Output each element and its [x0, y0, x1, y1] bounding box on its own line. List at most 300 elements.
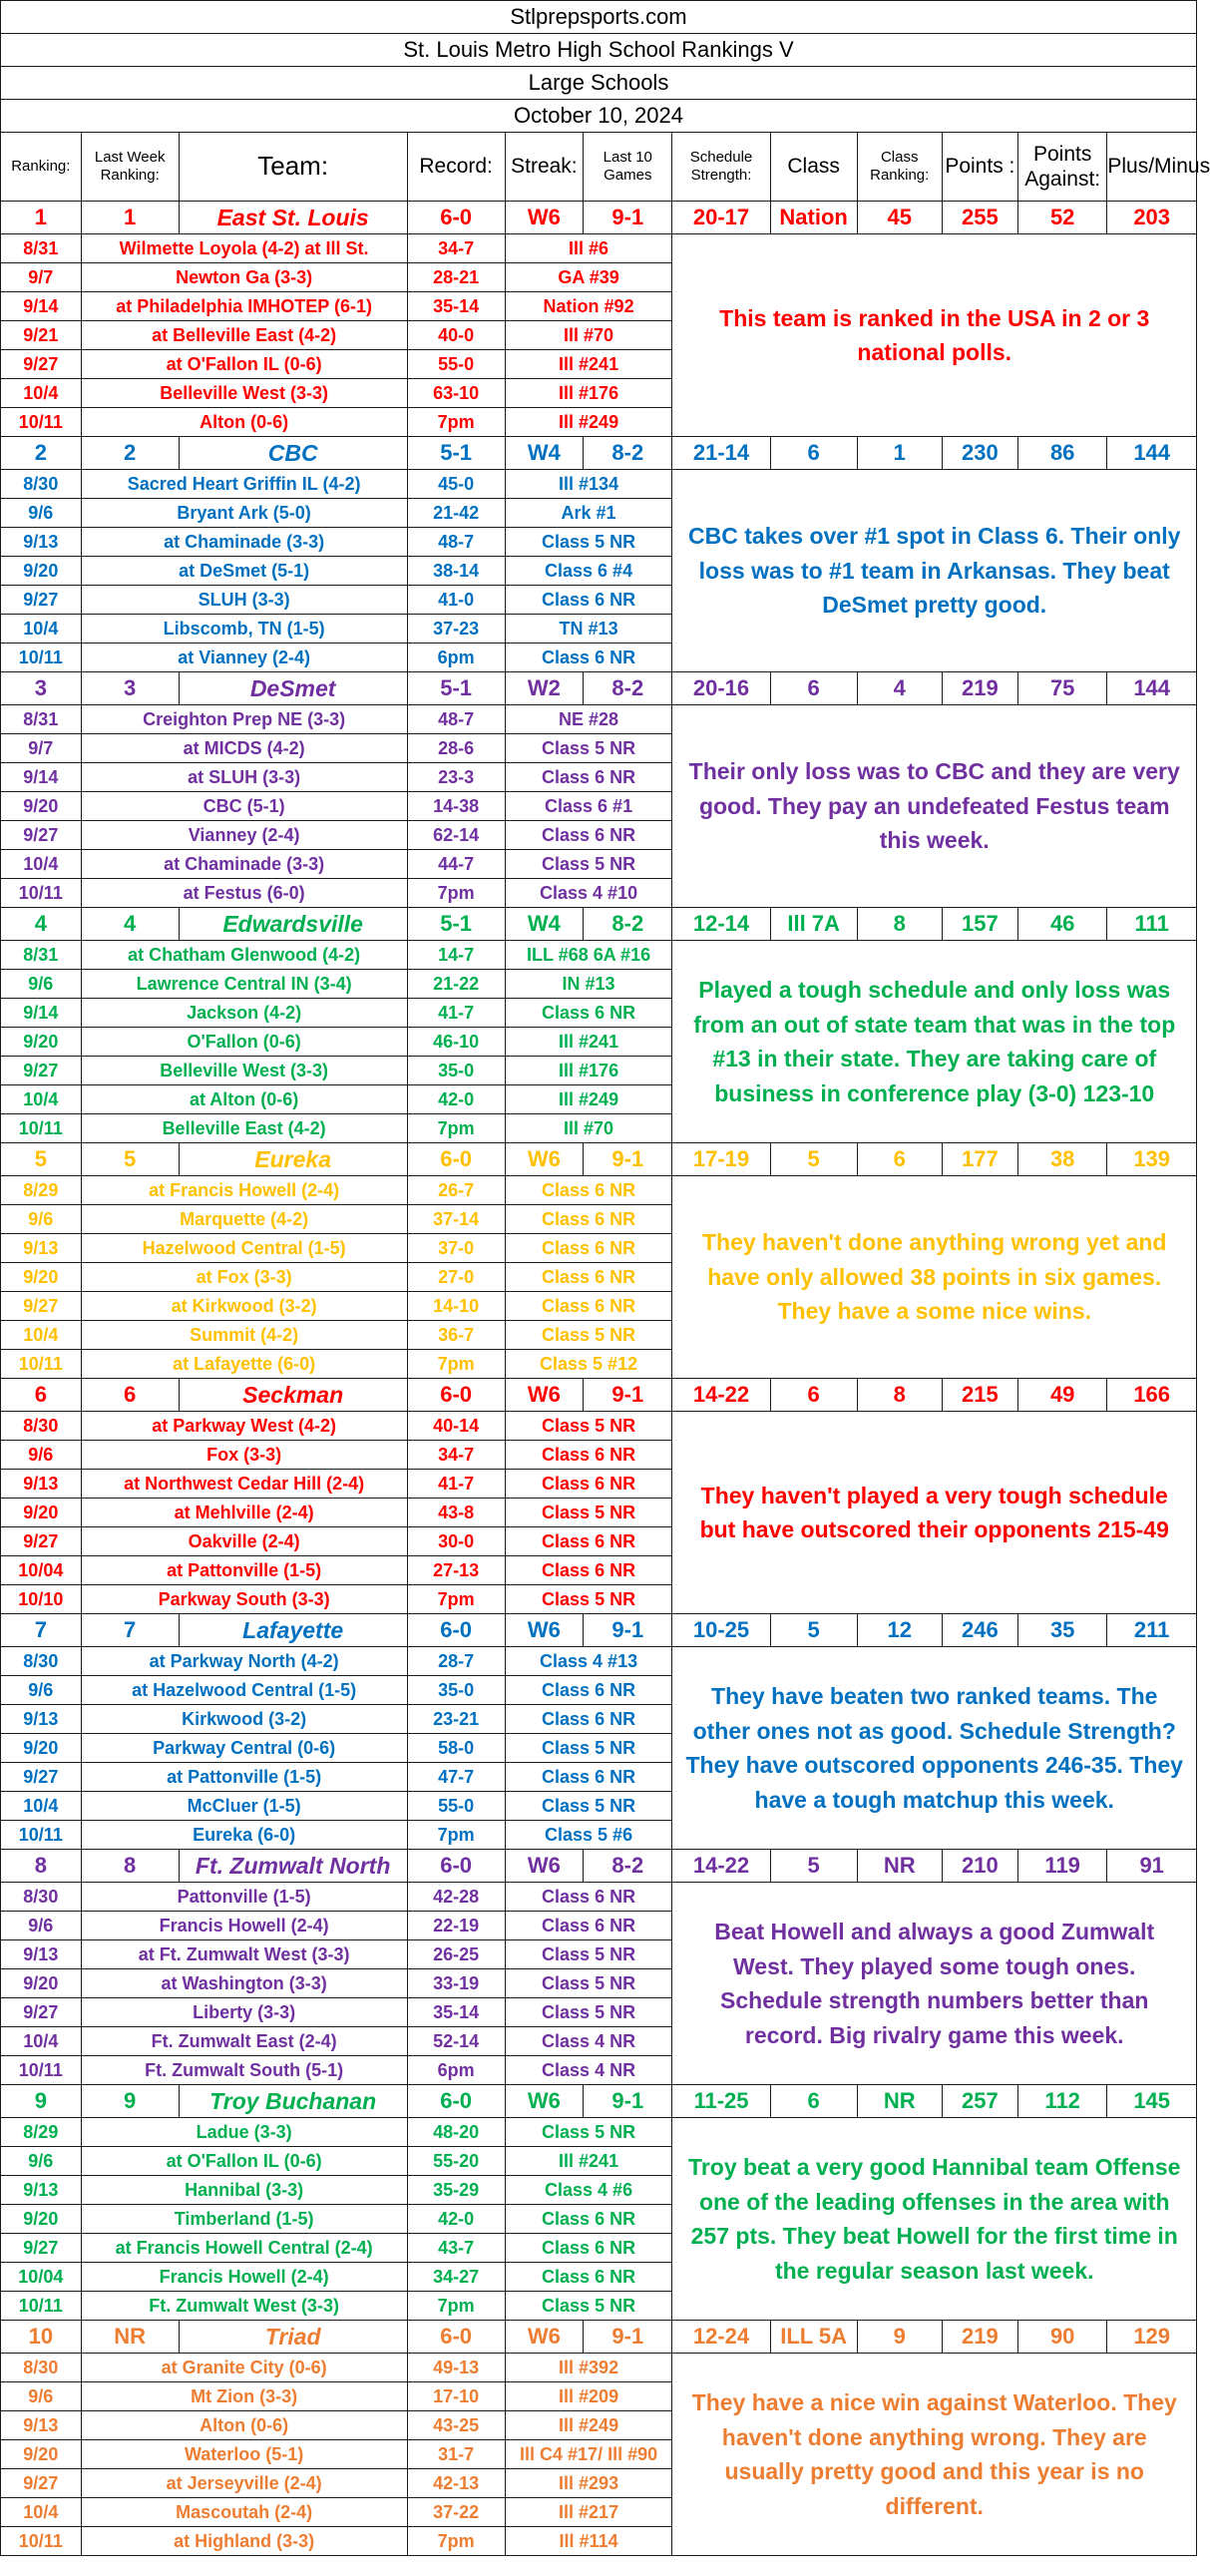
- team-rank: 7: [1, 1614, 82, 1647]
- game-score: 43-25: [407, 2411, 505, 2440]
- game-score: 21-22: [407, 970, 505, 999]
- game-date: 9/13: [1, 1705, 82, 1734]
- game-date: 8/30: [1, 1412, 82, 1441]
- game-date: 9/13: [1, 2176, 82, 2205]
- game-opponent-rank: Class 6 NR: [505, 1676, 672, 1705]
- team-class-rank: 8: [857, 1379, 942, 1412]
- team-class: 6: [770, 2085, 857, 2118]
- game-score: 37-0: [407, 1234, 505, 1263]
- game-opponent: at Parkway West (4-2): [81, 1412, 407, 1441]
- game-score: 21-42: [407, 499, 505, 528]
- team-row: [1, 2085, 1197, 2118]
- game-score: 34-27: [407, 2263, 505, 2292]
- game-opponent-rank: Class 6 NR: [505, 1527, 672, 1556]
- team-record: 5-1: [407, 672, 505, 705]
- game-score: 23-3: [407, 763, 505, 792]
- game-opponent: Eureka (6-0): [81, 1821, 407, 1850]
- col-points: Points :: [942, 133, 1017, 202]
- team-schedule-strength: 21-14: [672, 437, 770, 470]
- game-opponent-rank: Ark #1: [505, 499, 672, 528]
- game-opponent: SLUH (3-3): [81, 586, 407, 615]
- team-schedule-strength: 11-25: [672, 2085, 770, 2118]
- game-score: 14-7: [407, 941, 505, 970]
- game-score: 41-7: [407, 999, 505, 1028]
- game-score: 22-19: [407, 1912, 505, 1940]
- game-score: 27-0: [407, 1263, 505, 1292]
- game-opponent-rank: Ill #114: [505, 2527, 672, 2556]
- game-score: 63-10: [407, 379, 505, 408]
- game-opponent: at O'Fallon IL (0-6): [81, 2147, 407, 2176]
- game-score: 42-0: [407, 1085, 505, 1114]
- game-opponent-rank: Class 6 NR: [505, 1234, 672, 1263]
- col-ranking: Ranking:: [1, 133, 82, 202]
- game-row: [1, 1412, 1197, 1441]
- game-opponent-rank: Class 4 #13: [505, 1647, 672, 1676]
- team-last10: 8-2: [584, 908, 672, 941]
- game-score: 6pm: [407, 2056, 505, 2085]
- game-opponent: Parkway South (3-3): [81, 1585, 407, 1614]
- team-name: Ft. Zumwalt North: [179, 1850, 407, 1883]
- game-opponent: at Festus (6-0): [81, 879, 407, 908]
- game-date: 10/11: [1, 408, 82, 437]
- game-opponent: at O'Fallon IL (0-6): [81, 350, 407, 379]
- game-opponent-rank: Ill #249: [505, 408, 672, 437]
- game-date: 10/11: [1, 1821, 82, 1850]
- game-opponent: Marquette (4-2): [81, 1205, 407, 1234]
- game-opponent: McCluer (1-5): [81, 1792, 407, 1821]
- team-points-against: 112: [1018, 2085, 1107, 2118]
- game-opponent: at Chatham Glenwood (4-2): [81, 941, 407, 970]
- game-opponent-rank: Ill #70: [505, 1114, 672, 1143]
- game-opponent: at Northwest Cedar Hill (2-4): [81, 1470, 407, 1499]
- team-rank: 10: [1, 2321, 82, 2354]
- game-opponent-rank: Ill #241: [505, 1028, 672, 1057]
- game-opponent-rank: Ill #392: [505, 2354, 672, 2382]
- game-date: 9/27: [1, 350, 82, 379]
- game-date: 9/27: [1, 2469, 82, 2498]
- team-points-against: 49: [1018, 1379, 1107, 1412]
- game-score: 48-20: [407, 2118, 505, 2147]
- game-opponent: at Chaminade (3-3): [81, 528, 407, 557]
- game-date: 9/27: [1, 1527, 82, 1556]
- game-opponent-rank: Class 6 NR: [505, 1176, 672, 1205]
- game-date: 10/11: [1, 644, 82, 672]
- game-score: 35-0: [407, 1057, 505, 1085]
- game-opponent-rank: Class 4 NR: [505, 2056, 672, 2085]
- game-opponent: at Pattonville (1-5): [81, 1556, 407, 1585]
- team-last-week: 1: [81, 202, 179, 234]
- team-comment: They haven't done anything wrong yet and have only allowed 38 points in six games. They have a some nice wins.: [672, 1176, 1197, 1379]
- game-opponent: Libscomb, TN (1-5): [81, 615, 407, 644]
- team-name: Eureka: [179, 1143, 407, 1176]
- col-points-against: Points Against:: [1018, 133, 1107, 202]
- team-record: 6-0: [407, 2085, 505, 2118]
- team-points-for: 177: [942, 1143, 1017, 1176]
- game-opponent-rank: Class 6 NR: [505, 2263, 672, 2292]
- game-opponent-rank: Class 5 NR: [505, 734, 672, 763]
- team-name: CBC: [179, 437, 407, 470]
- game-score: 55-20: [407, 2147, 505, 2176]
- game-date: 9/20: [1, 2205, 82, 2234]
- game-row: [1, 234, 1197, 263]
- col-record: Record:: [407, 133, 505, 202]
- game-date: 9/20: [1, 2440, 82, 2469]
- team-schedule-strength: 10-25: [672, 1614, 770, 1647]
- team-row: [1, 2321, 1197, 2354]
- game-opponent-rank: Class 6 NR: [505, 1205, 672, 1234]
- team-comment: Beat Howell and always a good Zumwalt West. They played some tough ones. Schedule strength numbers better than record. Big rivalry game this week.: [672, 1883, 1197, 2085]
- game-date: 8/29: [1, 2118, 82, 2147]
- game-date: 9/7: [1, 734, 82, 763]
- game-opponent: Ft. Zumwalt East (2-4): [81, 2027, 407, 2056]
- team-row: [1, 908, 1197, 941]
- game-score: 36-7: [407, 1321, 505, 1350]
- team-class: Nation: [770, 202, 857, 234]
- team-last-week: 3: [81, 672, 179, 705]
- game-score: 35-14: [407, 292, 505, 321]
- game-opponent: at Jerseyville (2-4): [81, 2469, 407, 2498]
- game-row: [1, 470, 1197, 499]
- team-streak: W2: [505, 672, 583, 705]
- game-opponent: at Alton (0-6): [81, 1085, 407, 1114]
- game-opponent-rank: Class 6 NR: [505, 644, 672, 672]
- game-date: 10/11: [1, 1350, 82, 1379]
- col-plus-minus: Plus/Minus: [1107, 133, 1197, 202]
- game-score: 42-28: [407, 1883, 505, 1912]
- game-opponent: Waterloo (5-1): [81, 2440, 407, 2469]
- game-date: 10/11: [1, 879, 82, 908]
- game-opponent: Creighton Prep NE (3-3): [81, 705, 407, 734]
- game-score: 37-14: [407, 1205, 505, 1234]
- game-score: 33-19: [407, 1969, 505, 1998]
- game-opponent: at Francis Howell Central (2-4): [81, 2234, 407, 2263]
- team-record: 6-0: [407, 202, 505, 234]
- page-title: St. Louis Metro High School Rankings V: [1, 34, 1197, 67]
- game-opponent: at Granite City (0-6): [81, 2354, 407, 2382]
- game-date: 9/7: [1, 263, 82, 292]
- game-score: 34-7: [407, 1441, 505, 1470]
- game-opponent-rank: Ill C4 #17/ Ill #90: [505, 2440, 672, 2469]
- game-opponent-rank: Class 5 NR: [505, 850, 672, 879]
- game-opponent-rank: Class 5 NR: [505, 1969, 672, 1998]
- team-points-against: 119: [1018, 1850, 1107, 1883]
- team-streak: W6: [505, 1850, 583, 1883]
- team-schedule-strength: 14-22: [672, 1850, 770, 1883]
- team-row: [1, 1614, 1197, 1647]
- team-rank: 1: [1, 202, 82, 234]
- team-plus-minus: 139: [1107, 1143, 1197, 1176]
- game-opponent: Vianney (2-4): [81, 821, 407, 850]
- game-opponent-rank: Ill #217: [505, 2498, 672, 2527]
- team-last10: 9-1: [584, 202, 672, 234]
- game-opponent-rank: Class 6 NR: [505, 2234, 672, 2263]
- game-opponent: at Fox (3-3): [81, 1263, 407, 1292]
- game-opponent-rank: Ill #70: [505, 321, 672, 350]
- game-opponent: Francis Howell (2-4): [81, 1912, 407, 1940]
- team-class: 5: [770, 1614, 857, 1647]
- division-label: Large Schools: [1, 67, 1197, 100]
- team-streak: W4: [505, 437, 583, 470]
- column-header-row: [1, 133, 1197, 202]
- game-date: 9/20: [1, 1499, 82, 1527]
- game-opponent-rank: IN #13: [505, 970, 672, 999]
- team-record: 6-0: [407, 1850, 505, 1883]
- game-score: 41-0: [407, 586, 505, 615]
- game-score: 43-7: [407, 2234, 505, 2263]
- team-streak: W6: [505, 1614, 583, 1647]
- game-opponent: at Philadelphia IMHOTEP (6-1): [81, 292, 407, 321]
- game-score: 49-13: [407, 2354, 505, 2382]
- game-opponent-rank: Class 5 NR: [505, 2118, 672, 2147]
- team-last10: 9-1: [584, 1614, 672, 1647]
- game-date: 10/11: [1, 2527, 82, 2556]
- game-opponent-rank: Ill #241: [505, 350, 672, 379]
- game-opponent-rank: Class 6 NR: [505, 2205, 672, 2234]
- game-date: 9/6: [1, 970, 82, 999]
- team-name: Seckman: [179, 1379, 407, 1412]
- game-date: 9/13: [1, 528, 82, 557]
- game-opponent-rank: ILL #68 6A #16: [505, 941, 672, 970]
- game-score: 48-7: [407, 528, 505, 557]
- game-opponent-rank: Class 5 NR: [505, 528, 672, 557]
- game-opponent-rank: Ill #249: [505, 2411, 672, 2440]
- game-opponent: Alton (0-6): [81, 408, 407, 437]
- game-opponent-rank: GA #39: [505, 263, 672, 292]
- game-opponent: Kirkwood (3-2): [81, 1705, 407, 1734]
- team-class: Ill 7A: [770, 908, 857, 941]
- game-opponent: Bryant Ark (5-0): [81, 499, 407, 528]
- game-score: 34-7: [407, 234, 505, 263]
- game-opponent: Belleville East (4-2): [81, 1114, 407, 1143]
- game-row: [1, 2354, 1197, 2382]
- game-opponent: at Mehlville (2-4): [81, 1499, 407, 1527]
- game-score: 42-13: [407, 2469, 505, 2498]
- team-streak: W6: [505, 1143, 583, 1176]
- game-opponent: Ft. Zumwalt West (3-3): [81, 2292, 407, 2321]
- team-class-rank: 45: [857, 202, 942, 234]
- game-date: 10/4: [1, 379, 82, 408]
- team-schedule-strength: 20-16: [672, 672, 770, 705]
- game-opponent-rank: Class 5 NR: [505, 1499, 672, 1527]
- team-record: 5-1: [407, 908, 505, 941]
- ranking-date: October 10, 2024: [1, 100, 1197, 133]
- game-opponent: at Hazelwood Central (1-5): [81, 1676, 407, 1705]
- game-date: 9/27: [1, 821, 82, 850]
- game-opponent: Francis Howell (2-4): [81, 2263, 407, 2292]
- team-comment: This team is ranked in the USA in 2 or 3 national polls.: [672, 234, 1197, 437]
- team-row: [1, 1379, 1197, 1412]
- game-opponent: Mt Zion (3-3): [81, 2382, 407, 2411]
- team-comment: They haven't played a very tough schedule but have outscored their opponents 215-49: [672, 1412, 1197, 1614]
- game-opponent: O'Fallon (0-6): [81, 1028, 407, 1057]
- game-date: 9/27: [1, 1057, 82, 1085]
- game-date: 10/10: [1, 1585, 82, 1614]
- game-date: 9/13: [1, 1940, 82, 1969]
- game-score: 7pm: [407, 879, 505, 908]
- team-record: 5-1: [407, 437, 505, 470]
- team-record: 6-0: [407, 1614, 505, 1647]
- team-name: East St. Louis: [179, 202, 407, 234]
- game-opponent-rank: Class 6 #4: [505, 557, 672, 586]
- game-score: 42-0: [407, 2205, 505, 2234]
- col-last10: Last 10 Games: [584, 133, 672, 202]
- game-score: 55-0: [407, 1792, 505, 1821]
- game-opponent: at Lafayette (6-0): [81, 1350, 407, 1379]
- game-row: [1, 1647, 1197, 1676]
- team-last10: 9-1: [584, 2321, 672, 2354]
- game-date: 10/4: [1, 850, 82, 879]
- team-last-week: 9: [81, 2085, 179, 2118]
- game-opponent-rank: Class 5 NR: [505, 1412, 672, 1441]
- team-rank: 6: [1, 1379, 82, 1412]
- team-points-against: 86: [1018, 437, 1107, 470]
- game-score: 6pm: [407, 644, 505, 672]
- team-points-for: 210: [942, 1850, 1017, 1883]
- team-class: 6: [770, 437, 857, 470]
- game-date: 9/14: [1, 999, 82, 1028]
- game-date: 9/27: [1, 1998, 82, 2027]
- col-streak: Streak:: [505, 133, 583, 202]
- game-date: 8/30: [1, 470, 82, 499]
- game-opponent: Mascoutah (2-4): [81, 2498, 407, 2527]
- game-date: 10/4: [1, 2498, 82, 2527]
- game-score: 35-29: [407, 2176, 505, 2205]
- game-opponent: Liberty (3-3): [81, 1998, 407, 2027]
- team-schedule-strength: 12-14: [672, 908, 770, 941]
- game-opponent-rank: Ill #241: [505, 2147, 672, 2176]
- game-opponent-rank: Class 6 NR: [505, 1763, 672, 1792]
- game-opponent: Belleville West (3-3): [81, 379, 407, 408]
- game-score: 37-23: [407, 615, 505, 644]
- game-score: 62-14: [407, 821, 505, 850]
- game-opponent-rank: Class 6 NR: [505, 1263, 672, 1292]
- col-class: Class: [770, 133, 857, 202]
- team-streak: W6: [505, 2321, 583, 2354]
- game-date: 9/27: [1, 1292, 82, 1321]
- team-record: 6-0: [407, 2321, 505, 2354]
- game-opponent: at Francis Howell (2-4): [81, 1176, 407, 1205]
- team-name: Edwardsville: [179, 908, 407, 941]
- team-class-rank: NR: [857, 2085, 942, 2118]
- col-class-ranking: Class Ranking:: [857, 133, 942, 202]
- team-points-for: 255: [942, 202, 1017, 234]
- game-opponent-rank: Ill #134: [505, 470, 672, 499]
- game-date: 8/30: [1, 1647, 82, 1676]
- team-points-against: 38: [1018, 1143, 1107, 1176]
- team-last-week: 2: [81, 437, 179, 470]
- team-last-week: NR: [81, 2321, 179, 2354]
- game-score: 14-38: [407, 792, 505, 821]
- game-score: 30-0: [407, 1527, 505, 1556]
- game-opponent-rank: Class 6 NR: [505, 1883, 672, 1912]
- game-opponent-rank: TN #13: [505, 615, 672, 644]
- game-opponent: Newton Ga (3-3): [81, 263, 407, 292]
- game-date: 9/27: [1, 586, 82, 615]
- team-row: [1, 437, 1197, 470]
- game-score: 7pm: [407, 1821, 505, 1850]
- game-opponent-rank: Class 6 NR: [505, 1292, 672, 1321]
- team-row: [1, 1143, 1197, 1176]
- team-points-for: 215: [942, 1379, 1017, 1412]
- game-score: 26-25: [407, 1940, 505, 1969]
- team-points-against: 75: [1018, 672, 1107, 705]
- game-opponent: at MICDS (4-2): [81, 734, 407, 763]
- game-date: 9/13: [1, 1234, 82, 1263]
- team-row: [1, 1850, 1197, 1883]
- game-date: 9/20: [1, 1028, 82, 1057]
- game-opponent-rank: Class 6 NR: [505, 1912, 672, 1940]
- game-date: 10/04: [1, 2263, 82, 2292]
- team-streak: W6: [505, 202, 583, 234]
- game-opponent-rank: Class 6 NR: [505, 763, 672, 792]
- team-streak: W6: [505, 1379, 583, 1412]
- game-date: 9/20: [1, 1734, 82, 1763]
- game-date: 9/27: [1, 1763, 82, 1792]
- game-opponent: at DeSmet (5-1): [81, 557, 407, 586]
- team-last-week: 6: [81, 1379, 179, 1412]
- team-last-week: 5: [81, 1143, 179, 1176]
- game-opponent-rank: Class 6 NR: [505, 821, 672, 850]
- team-last10: 9-1: [584, 2085, 672, 2118]
- game-date: 8/29: [1, 1176, 82, 1205]
- game-score: 38-14: [407, 557, 505, 586]
- team-rank: 8: [1, 1850, 82, 1883]
- game-opponent-rank: Class 4 #10: [505, 879, 672, 908]
- team-schedule-strength: 17-19: [672, 1143, 770, 1176]
- game-score: 28-21: [407, 263, 505, 292]
- game-opponent: Pattonville (1-5): [81, 1883, 407, 1912]
- game-date: 9/6: [1, 2147, 82, 2176]
- game-date: 9/6: [1, 1676, 82, 1705]
- game-date: 9/21: [1, 321, 82, 350]
- game-opponent-rank: Class 5 NR: [505, 1940, 672, 1969]
- team-class-rank: 4: [857, 672, 942, 705]
- game-date: 8/31: [1, 705, 82, 734]
- team-plus-minus: 91: [1107, 1850, 1197, 1883]
- game-date: 10/11: [1, 2056, 82, 2085]
- team-rank: 2: [1, 437, 82, 470]
- game-date: 8/30: [1, 2354, 82, 2382]
- game-date: 10/4: [1, 1085, 82, 1114]
- game-opponent-rank: Ill #209: [505, 2382, 672, 2411]
- team-record: 6-0: [407, 1379, 505, 1412]
- game-score: 43-8: [407, 1499, 505, 1527]
- game-score: 31-7: [407, 2440, 505, 2469]
- team-class: 5: [770, 1850, 857, 1883]
- team-class: 6: [770, 1379, 857, 1412]
- team-schedule-strength: 20-17: [672, 202, 770, 234]
- game-score: 7pm: [407, 1350, 505, 1379]
- game-date: 9/13: [1, 2411, 82, 2440]
- game-opponent: Timberland (1-5): [81, 2205, 407, 2234]
- game-opponent: at Kirkwood (3-2): [81, 1292, 407, 1321]
- team-streak: W4: [505, 908, 583, 941]
- team-rank: 5: [1, 1143, 82, 1176]
- game-date: 9/14: [1, 763, 82, 792]
- team-record: 6-0: [407, 1143, 505, 1176]
- game-row: [1, 941, 1197, 970]
- team-comment: CBC takes over #1 spot in Class 6. Their only loss was to #1 team in Arkansas. They beat DeSmet pretty good.: [672, 470, 1197, 672]
- game-opponent-rank: Class 5 NR: [505, 1734, 672, 1763]
- team-class: ILL 5A: [770, 2321, 857, 2354]
- game-score: 37-22: [407, 2498, 505, 2527]
- team-plus-minus: 144: [1107, 672, 1197, 705]
- game-opponent: Sacred Heart Griffin IL (4-2): [81, 470, 407, 499]
- game-opponent-rank: Class 6 NR: [505, 999, 672, 1028]
- game-score: 27-13: [407, 1556, 505, 1585]
- game-score: 44-7: [407, 850, 505, 879]
- game-score: 55-0: [407, 350, 505, 379]
